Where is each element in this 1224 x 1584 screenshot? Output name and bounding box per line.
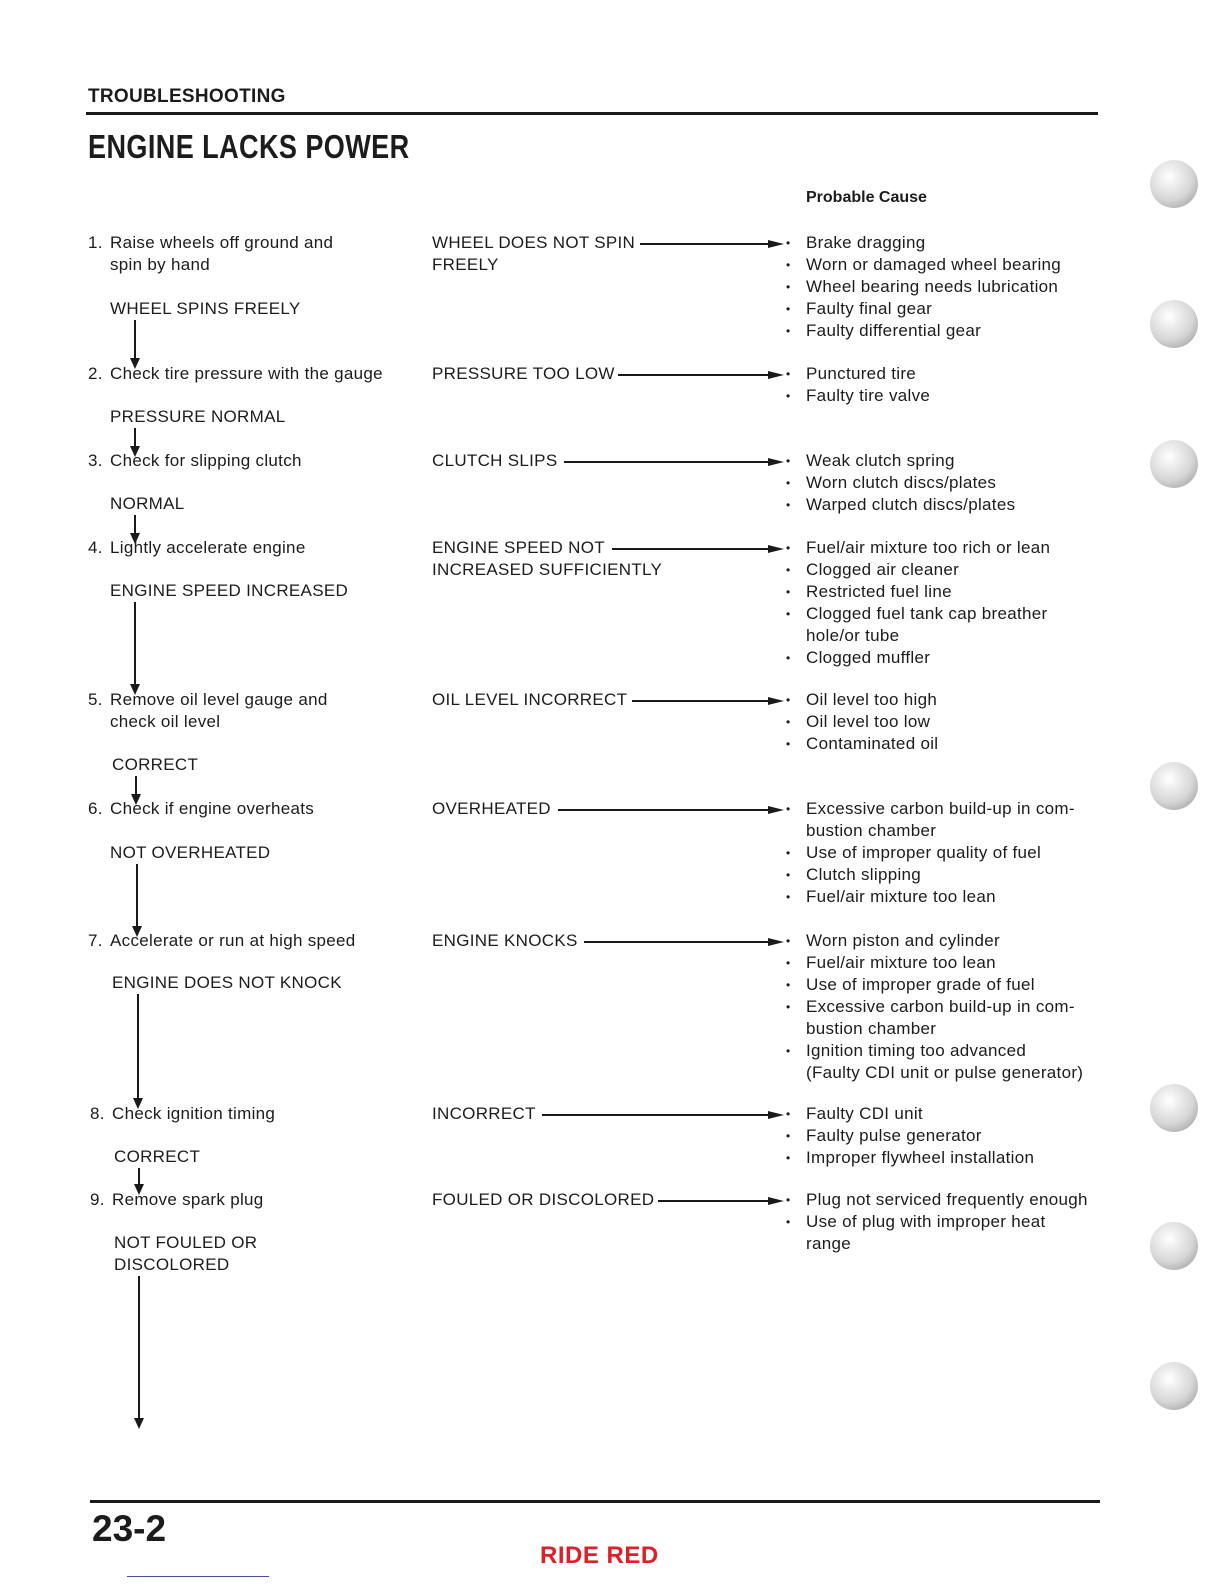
ok-result: ENGINE DOES NOT KNOCK (112, 973, 342, 992)
binder-hole (1150, 762, 1198, 810)
arrow-right-icon (768, 371, 784, 379)
fault-arrow-line (658, 1200, 770, 1202)
cause-item: • Excessive carbon build-up in com- (786, 798, 1075, 820)
fault-line: OIL LEVEL INCORRECT (432, 690, 628, 709)
header-rule (86, 112, 1098, 115)
cause-item: • Faulty differential gear (786, 320, 1061, 342)
step-8 (90, 1103, 275, 1125)
step-7 (88, 930, 356, 952)
fault-line: INCORRECT (432, 1104, 536, 1123)
section-header: TROUBLESHOOTING (88, 86, 286, 107)
fault-result (432, 1189, 654, 1211)
step-number: 4. (88, 538, 103, 557)
step-text: Remove spark plug (112, 1190, 264, 1209)
cause-item-continued: (Faulty CDI unit or pulse generator) (806, 1063, 1084, 1082)
fault-line: FOULED OR DISCOLORED (432, 1190, 655, 1209)
flow-line (138, 1276, 140, 1420)
cause-item: • Oil level too high (786, 689, 938, 711)
cause-item: • Ignition timing too advanced (786, 1040, 1083, 1062)
fault-line: ENGINE KNOCKS (432, 931, 578, 950)
cause-list (786, 1189, 1088, 1255)
ok-result: WHEEL SPINS FREELY (110, 299, 301, 318)
ok-result: ENGINE SPEED INCREASED (110, 581, 349, 600)
binder-hole (1150, 1084, 1198, 1132)
cause-item: • Contaminated oil (786, 733, 938, 755)
step-5 (88, 689, 328, 733)
flow-line (134, 602, 136, 686)
step-number: 5. (88, 690, 103, 709)
cause-item: • Fuel/air mixture too rich or lean (786, 537, 1050, 559)
cause-item: • Excessive carbon build-up in com- (786, 996, 1083, 1018)
arrow-right-icon (768, 545, 784, 553)
step-text: check oil level (110, 712, 221, 731)
fault-result (432, 689, 627, 711)
cause-item: • Oil level too low (786, 711, 938, 733)
ok-line: NOT FOULED OR (114, 1233, 258, 1252)
fault-line: OVERHEATED (432, 799, 551, 818)
page-title: ENGINE LACKS POWER (88, 128, 410, 165)
step-text: Check tire pressure with the gauge (110, 364, 383, 383)
arrow-right-icon (768, 1111, 784, 1119)
cause-item-continued: bustion chamber (806, 1019, 937, 1038)
step-text: Check ignition timing (112, 1104, 276, 1123)
fault-arrow-line (640, 243, 770, 245)
cause-item: • Warped clutch discs/plates (786, 494, 1015, 516)
binder-hole (1150, 1222, 1198, 1270)
step-text: Accelerate or run at high speed (110, 931, 356, 950)
cause-item: • Worn piston and cylinder (786, 930, 1083, 952)
cause-item: • Faulty tire valve (786, 385, 930, 407)
binder-hole (1150, 1362, 1198, 1410)
page-number: 23-2 (92, 1508, 167, 1549)
step-3 (88, 450, 302, 472)
fault-line: WHEEL DOES NOT SPIN (432, 233, 636, 252)
step-text: Check if engine overheats (110, 799, 315, 818)
step-number: 1. (88, 233, 103, 252)
cause-list (786, 689, 938, 755)
cause-item: • Clogged muffler (786, 647, 1050, 669)
step-text: Raise wheels off ground and (110, 233, 334, 252)
cause-item-continued: range (806, 1234, 851, 1253)
fault-line: CLUTCH SLIPS (432, 451, 558, 470)
cause-item: • Weak clutch spring (786, 450, 1015, 472)
cause-item: • Brake dragging (786, 232, 1061, 254)
step-2 (88, 363, 383, 385)
cause-list (786, 363, 930, 407)
cause-list (786, 930, 1083, 1084)
cause-item-continued: hole/or tube (806, 626, 900, 645)
footer-rule (90, 1500, 1100, 1503)
step-1 (88, 232, 333, 276)
step-9 (90, 1189, 264, 1211)
ok-result: NOT OVERHEATED (110, 843, 271, 862)
arrow-right-icon (768, 938, 784, 946)
fault-arrow-line (584, 941, 770, 943)
fault-arrow-line (564, 461, 770, 463)
cause-item: • Faulty CDI unit (786, 1103, 1034, 1125)
step-number: 9. (90, 1190, 105, 1209)
cause-item: • Fuel/air mixture too lean (786, 886, 1075, 908)
ok-result: CORRECT (114, 1147, 201, 1166)
arrow-right-icon (768, 240, 784, 248)
cause-list (786, 450, 1015, 516)
cause-list (786, 232, 1061, 342)
fault-line: PRESSURE TOO LOW (432, 364, 615, 383)
step-text: Check for slipping clutch (110, 451, 302, 470)
fault-result (432, 232, 635, 276)
fault-arrow-line (618, 374, 770, 376)
fault-line: INCREASED SUFFICIENTLY (432, 560, 663, 579)
fault-arrow-line (558, 809, 770, 811)
step-number: 2. (88, 364, 103, 383)
step-number: 8. (90, 1104, 105, 1123)
flow-line (134, 428, 136, 448)
fault-result (432, 450, 557, 472)
probable-cause-heading: Probable Cause (806, 189, 927, 206)
arrow-down-icon (134, 1418, 144, 1429)
flow-line (135, 776, 137, 796)
flow-line (137, 994, 139, 1100)
cause-item: • Plug not serviced frequently enough (786, 1189, 1088, 1211)
step-6 (88, 798, 314, 820)
step-4 (88, 537, 306, 559)
step-number: 6. (88, 799, 103, 818)
cause-item: • Clutch slipping (786, 864, 1075, 886)
cause-item: • Faulty pulse generator (786, 1125, 1034, 1147)
arrow-right-icon (768, 1197, 784, 1205)
cause-item: • Use of plug with improper heat (786, 1211, 1088, 1233)
cause-list (786, 798, 1075, 908)
step-text: Lightly accelerate engine (110, 538, 306, 557)
ok-result: NORMAL (110, 494, 185, 513)
cause-item: • Use of improper grade of fuel (786, 974, 1083, 996)
fault-arrow-line (632, 700, 770, 702)
step-number: 3. (88, 451, 103, 470)
cause-item: • Clogged air cleaner (786, 559, 1050, 581)
binder-hole (1150, 440, 1198, 488)
fault-result (432, 930, 578, 952)
fault-result (432, 1103, 536, 1125)
step-number: 7. (88, 931, 103, 950)
cause-item: • Punctured tire (786, 363, 930, 385)
cause-item: • Faulty final gear (786, 298, 1061, 320)
fault-arrow-line (542, 1114, 770, 1116)
cause-list (786, 1103, 1034, 1169)
ok-line: DISCOLORED (114, 1255, 230, 1274)
cause-item-continued: bustion chamber (806, 821, 937, 840)
cause-item: • Fuel/air mixture too lean (786, 952, 1083, 974)
step-text: Remove oil level gauge and (110, 690, 328, 709)
flow-line (136, 864, 138, 928)
ok-result (114, 1232, 257, 1276)
binder-hole (1150, 300, 1198, 348)
fault-result (432, 798, 551, 820)
arrow-right-icon (768, 806, 784, 814)
cause-item: • Wheel bearing needs lubrication (786, 276, 1061, 298)
cause-item: • Clogged fuel tank cap breather (786, 603, 1050, 625)
cause-item: • Restricted fuel line (786, 581, 1050, 603)
flow-line (134, 320, 136, 361)
fault-result (432, 537, 662, 581)
binder-hole (1150, 160, 1198, 208)
fault-line: ENGINE SPEED NOT (432, 538, 605, 557)
arrow-right-icon (768, 458, 784, 466)
flow-line (134, 515, 136, 535)
footer-tab-line (127, 1576, 269, 1577)
cause-item: • Worn clutch discs/plates (786, 472, 1015, 494)
arrow-right-icon (768, 697, 784, 705)
fault-arrow-line (612, 548, 770, 550)
cause-item: • Improper flywheel installation (786, 1147, 1034, 1169)
fault-line: FREELY (432, 255, 499, 274)
ok-result: CORRECT (112, 755, 199, 774)
cause-item: • Worn or damaged wheel bearing (786, 254, 1061, 276)
cause-list (786, 537, 1050, 669)
brand-watermark: RIDE RED (540, 1542, 659, 1569)
step-text: spin by hand (110, 255, 211, 274)
ok-result: PRESSURE NORMAL (110, 407, 286, 426)
cause-item: • Use of improper quality of fuel (786, 842, 1075, 864)
fault-result (432, 363, 615, 385)
